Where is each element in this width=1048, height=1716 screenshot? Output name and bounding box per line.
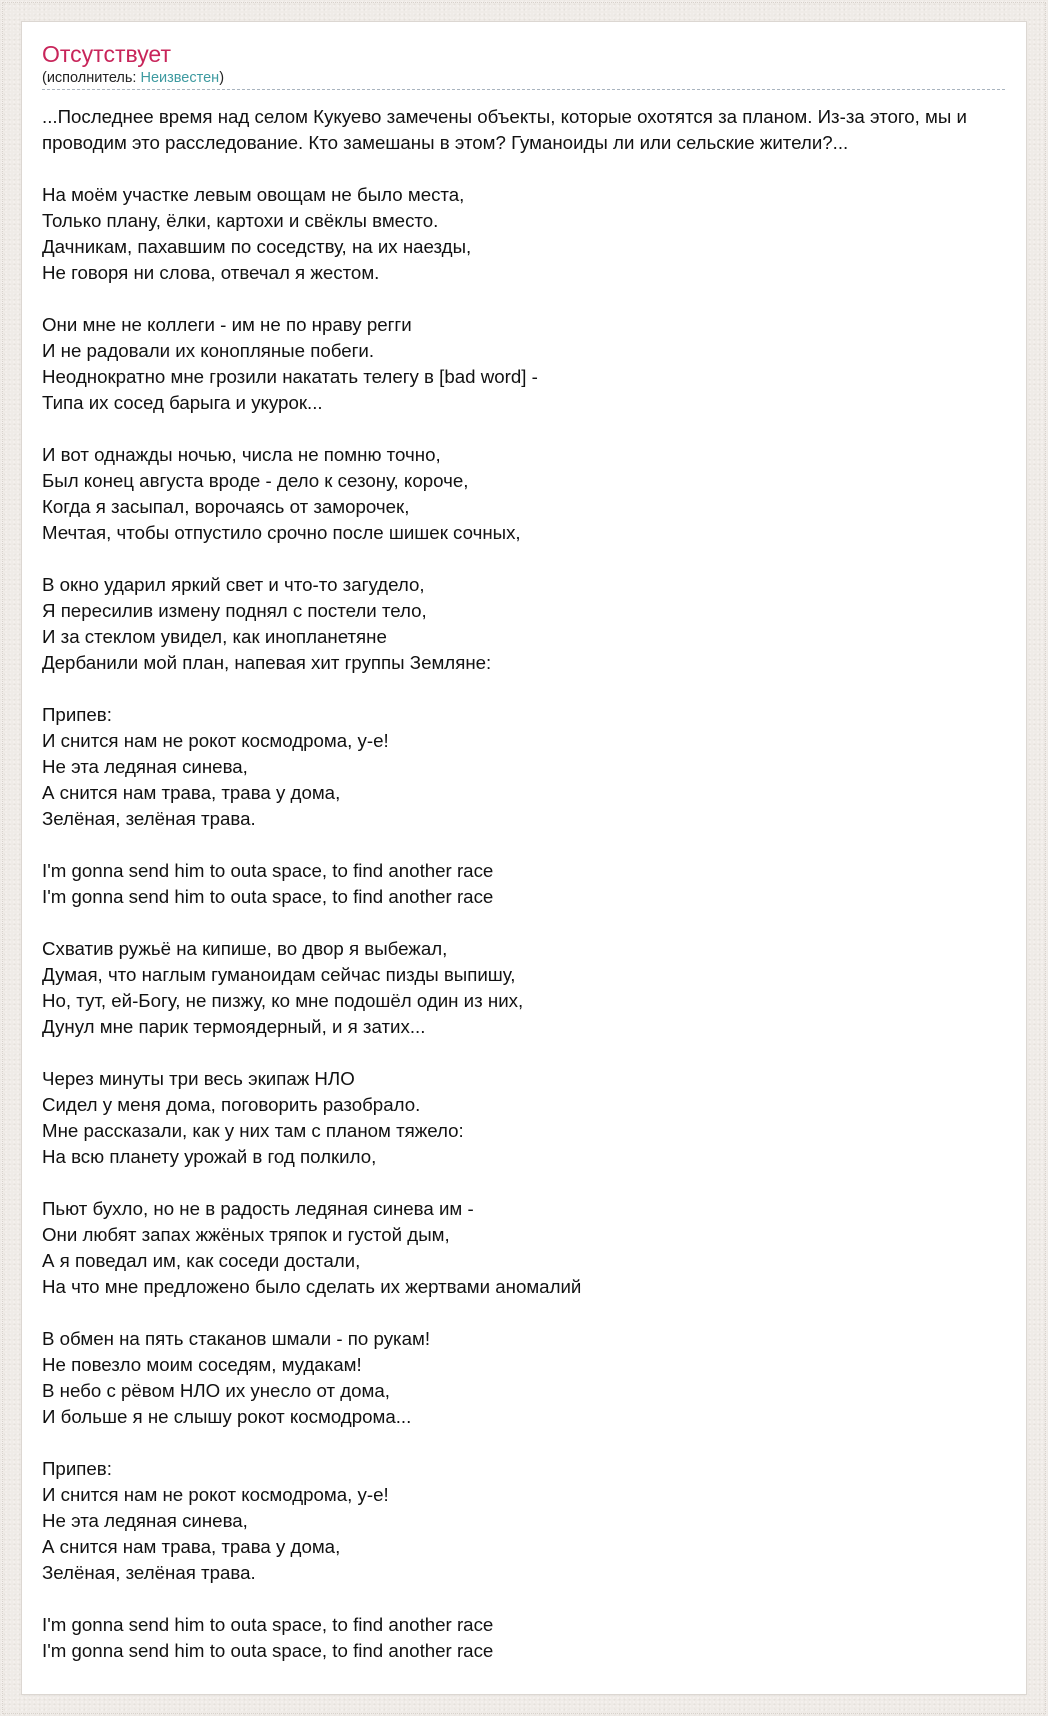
lyrics-line: В обмен на пять стаканов шмали - по рукам! [42,1328,431,1349]
lyrics-line: I'm gonna send him to outa space, to find another race [42,1614,494,1635]
lyrics-stanza [42,1326,1026,1430]
lyrics-stanza [42,312,1026,416]
lyrics-line: Дунул мне парик термоядерный, и я затих... [42,1016,426,1037]
lyrics-line: Схватив ружьё на кипише, во двор я выбежал, [42,938,448,959]
lyrics-stanza [42,936,1026,1040]
song-header [42,40,1005,90]
lyrics-line: Я пересилив измену поднял с постели тело, [42,600,427,621]
artist-suffix: ) [219,70,225,86]
lyrics-line: Думая, что наглым гуманоидам сейчас пизды выпишу, [42,964,516,985]
lyrics-line: А снится нам трава, трава у дома, [42,1536,341,1557]
lyrics-line: Дербанили мой план, напевая хит группы Земляне: [42,652,492,673]
lyrics-line: Типа их сосед барыга и укурок... [42,392,323,413]
lyrics-stanza [42,858,1026,910]
lyrics-line: Неоднократно мне грозили накатать телегу в [bad word] - [42,366,538,387]
lyrics-line: На что мне предложено было сделать их жертвами аномалий [42,1276,582,1297]
lyrics-line: И больше я не слышу рокот космодрома... [42,1406,412,1427]
lyrics-line: И не радовали их конопляные побеги. [42,340,375,361]
lyrics-line: Пьют бухло, но не в радость ледяная синева им - [42,1198,474,1219]
lyrics-stanza [42,442,1026,546]
lyrics-line: Не повезло моим соседям, мудакам! [42,1354,362,1375]
lyrics-stanza [42,1066,1026,1170]
lyrics-stanza [42,702,1026,832]
lyrics-line: I'm gonna send him to outa space, to find another race [42,1640,494,1661]
lyrics-line: Не эта ледяная синева, [42,1510,248,1531]
artist-line [42,68,1005,90]
lyrics-line: Сидел у меня дома, поговорить разобрало. [42,1094,421,1115]
lyrics-line: На всю планету урожай в год полкило, [42,1146,377,1167]
lyrics-line: Был конец августа вроде - дело к сезону, короче, [42,470,469,491]
lyrics-line: Мечтая, чтобы отпустило срочно после шишек сочных, [42,522,521,543]
lyrics-line: Они любят запах жжёных тряпок и густой дым, [42,1224,450,1245]
lyrics-line: проводим это расследование. Кто замешаны в этом? Гуманоиды ли или сельские жители?... [42,132,849,153]
lyrics-card [22,22,1026,1694]
lyrics-stanza [42,1196,1026,1300]
lyrics-line: Припев: [42,704,112,725]
lyrics-stanza [42,104,1026,156]
lyrics-line: В окно ударил яркий свет и что-то загудело, [42,574,425,595]
lyrics-line: Они мне не коллеги - им не по нраву регги [42,314,412,335]
lyrics-line: И вот однажды ночью, числа не помню точно, [42,444,441,465]
lyrics-line: И снится нам не рокот космодрома, у-е! [42,1484,389,1505]
lyrics-line: Через минуты три весь экипаж НЛО [42,1068,355,1089]
lyrics-stanza [42,1456,1026,1586]
artist-link[interactable]: Неизвестен [140,70,220,86]
song-title: Отсутствует [42,41,171,67]
lyrics-body [42,104,1026,1690]
lyrics-stanza [42,1612,1026,1664]
lyrics-line: А я поведал им, как соседи достали, [42,1250,361,1271]
lyrics-line: Припев: [42,1458,112,1479]
lyrics-line: А снится нам трава, трава у дома, [42,782,341,803]
lyrics-line: I'm gonna send him to outa space, to find another race [42,886,494,907]
lyrics-line: Но, тут, ей-Богу, не пизжу, ко мне подошёл один из них, [42,990,524,1011]
lyrics-line: На моём участке левым овощам не было места, [42,184,465,205]
lyrics-line: Когда я засыпал, ворочаясь от заморочек, [42,496,410,517]
lyrics-line: Мне рассказали, как у них там с планом тяжело: [42,1120,464,1141]
lyrics-line: Зелёная, зелёная трава. [42,808,256,829]
lyrics-stanza [42,572,1026,676]
lyrics-line: Зелёная, зелёная трава. [42,1562,256,1583]
lyrics-line: Не говоря ни слова, отвечал я жестом. [42,262,380,283]
lyrics-line: I'm gonna send him to outa space, to find another race [42,860,494,881]
lyrics-line: В небо с рёвом НЛО их унесло от дома, [42,1380,390,1401]
artist-prefix: (исполнитель: [42,70,141,86]
lyrics-line: И за стеклом увидел, как инопланетяне [42,626,387,647]
lyrics-stanza [42,182,1026,286]
lyrics-line: Не эта ледяная синева, [42,756,248,777]
lyrics-line: Только плану, ёлки, картохи и свёклы вместо. [42,210,439,231]
lyrics-line: Дачникам, пахавшим по соседству, на их наезды, [42,236,472,257]
lyrics-line: И снится нам не рокот космодрома, у-е! [42,730,389,751]
lyrics-line: ...Последнее время над селом Кукуево замечены объекты, которые охотятся за планом. Из-за этого, мы и [42,106,967,127]
